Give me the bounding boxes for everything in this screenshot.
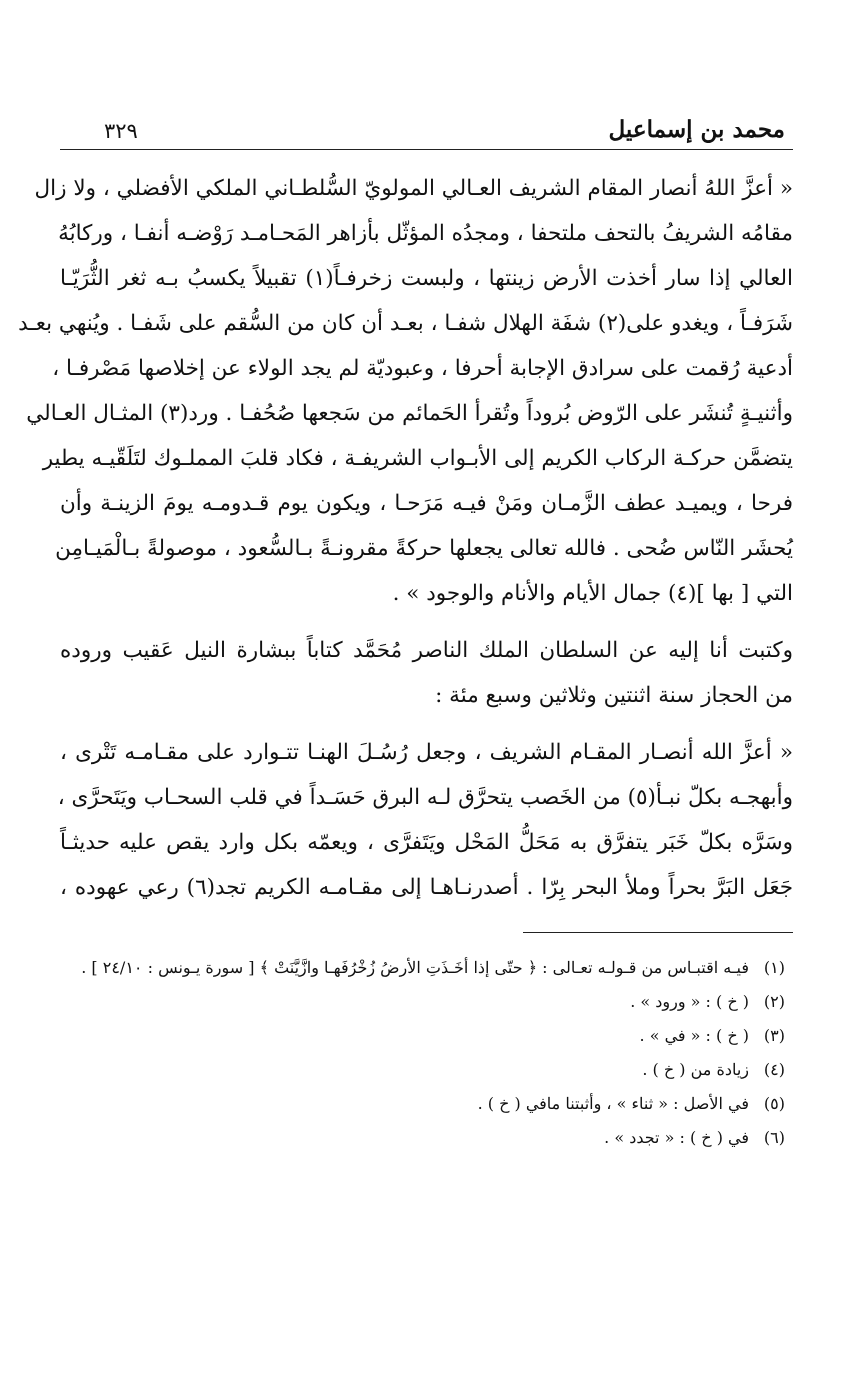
footnote-number: (٤): [763, 1060, 785, 1079]
page-number: ٣٢٩: [104, 119, 138, 143]
paragraph-letter-2: [57, 730, 793, 910]
running-title: محمد بن إسماعيل: [608, 116, 785, 143]
footnote-number: (٢): [763, 992, 785, 1011]
text-line: العالي إذا سار أخذت الأرض زينتها ، ولبست زخرفـاً(١) تقبيلاً يكسبُ بـه ثغر الثُّرَيّـا: [60, 266, 794, 291]
body-text: [18, 166, 794, 910]
paragraph-letter-1: [18, 166, 794, 616]
footnote-text: في ( خ ) : « تجدد » .: [604, 1128, 749, 1147]
footnote-text: في الأصل : « ثناء » ، وأثبتنا مافي ( خ ) .: [477, 1094, 749, 1113]
footnote: [60, 1019, 793, 1053]
footnote-divider: [523, 932, 793, 933]
footnote-number: (٦): [763, 1128, 785, 1147]
footnote: [60, 951, 793, 985]
text-line: أدعية رُقمت على سرادق الإجابة أحرفا ، وعبوديّة لم يجد الولاء عن إخلاصها مَصْرفـا ،: [52, 356, 793, 381]
text-line: مقامُه الشريفُ بالتحف ملتحفا ، ومجدُه المؤثّل بأزاهر المَحـامـد رَوْضـه أنفـا ، وركابُهُ: [58, 221, 793, 246]
text-line: التي [ بها ](٤) جمال الأيام والأنام والوجود » .: [392, 581, 793, 606]
text-line: يُحشَر النّاس ضُحى . فالله تعالى يجعلها حركةً مقرونـةً بـالسُّعود ، موصولةً بـالْمَيـامِن: [55, 536, 793, 561]
text-line: « أعزَّ اللهُ أنصار المقام الشريف العـالي المولويّ السُّلطـاني الملكي الأفضلي ، ولا زال: [34, 176, 793, 201]
text-line: شَرَفـاً ، ويغدو على(٢) شفَة الهلال شفـا ، بعـد أن كان من السُّقم على شَفـا . ويُنهي بعـد: [18, 311, 793, 336]
text-line: « أعزَّ الله أنصـار المقـام الشريف ، وجعل رُسُـلَ الهنـا تتـوارد على مقـامـه تَتْرى ،: [60, 740, 793, 765]
footnotes: [60, 951, 793, 1155]
footnote-text: زيادة من ( خ ) .: [642, 1060, 749, 1079]
footnote-text: ( خ ) : « في » .: [639, 1026, 749, 1045]
footnote-text: فيـه اقتبـاس من قـولـه تعـالى : ﴿ حتّى إذا أخَـذَتِ الأرضُ زُخْرُفَهـا وازَّيَّنَتْ ﴾ [ سورة يـونس : ٢٤/١٠ ] .: [81, 958, 749, 977]
text-line: وسَرَّه بكلّ خَبَر يتفرَّق به مَحَلُّ المَحْل ويَتَفرَّى ، ويعمّه بكل وارد يقص عليه حديثـاً: [60, 830, 793, 855]
text-line: وكتبت أنا إليه عن السلطان الملك الناصر مُحَمَّد كتاباً ببشارة النيل عَقيب وروده: [60, 638, 793, 663]
text-line: من الحجاز سنة اثنتين وثلاثين وسبع مئة :: [435, 683, 793, 708]
running-head: [60, 108, 793, 150]
footnote-number: (٣): [763, 1026, 785, 1045]
book-page: [18, 108, 794, 1155]
footnote: [60, 1121, 793, 1155]
text-line: وأثنيـةٍ تُنشَر على الرّوض بُروداً وتُقرأ الحَمائم من سَجعها صُحُفـا . ورد(٣) المثـال العـالي: [26, 401, 793, 426]
text-line: جَعَل البَرَّ بحراً وملأ البحر بِرّا . أصدرنـاهـا إلى مقـامـه الكريم تجد(٦) رعي عهوده ،: [60, 875, 793, 900]
text-line: فرحا ، ويميـد عطف الزَّمـان ومَنْ فيـه مَرَحـا ، ويكون يوم قـدومـه يومَ الزينـة وأن: [60, 491, 793, 516]
footnote-text: ( خ ) : « ورود » .: [630, 992, 749, 1011]
footnote-number: (٥): [763, 1094, 785, 1113]
text-line: يتضمَّن حركـة الركاب الكريم إلى الأبـواب الشريفـة ، فكاد قلبَ المملـوك لتَلَقّيـه يطير: [42, 446, 793, 471]
paragraph-narration: [60, 628, 793, 718]
footnote: [60, 1087, 793, 1121]
footnote: [60, 1053, 793, 1087]
footnote-number: (١): [763, 958, 785, 977]
footnote: [60, 985, 793, 1019]
text-line: وأبهجـه بكلّ نبـأ(٥) من الخَصب يتحرَّق لـه البرق حَسَـداً في قلب السحـاب ويَتَحرَّى ،: [57, 785, 793, 810]
